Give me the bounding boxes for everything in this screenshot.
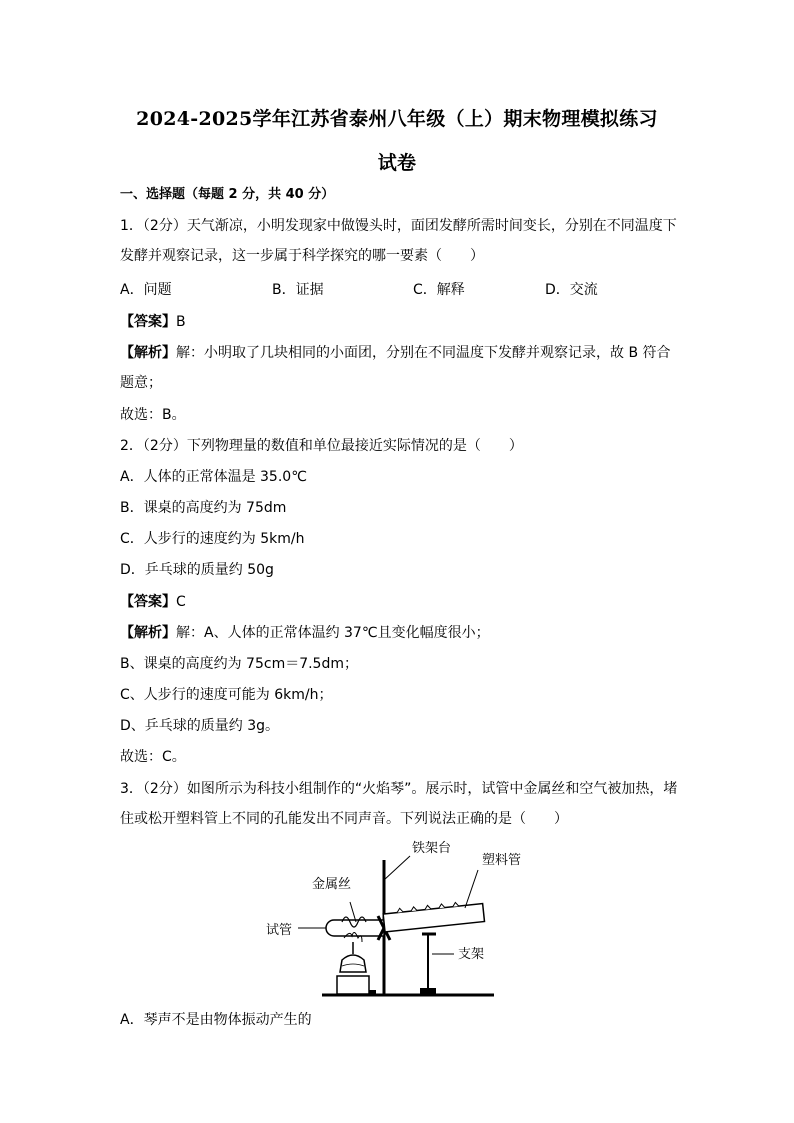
question-1-stem-continued: 发酵并观察记录，这一步属于科学探究的哪一要素（ ） bbox=[120, 248, 484, 264]
question-2-analysis-d: D、乒乓球的质量约 3g。 bbox=[120, 718, 280, 734]
question-1-option-d: D．交流 bbox=[545, 282, 598, 298]
alcohol-lamp bbox=[340, 955, 366, 972]
stand-label: 铁架台 bbox=[412, 841, 452, 856]
question-2-conclusion: 故选：C。 bbox=[120, 749, 186, 765]
question-1-conclusion: 故选：B。 bbox=[120, 407, 186, 423]
page-title: 2024-2025学年江苏省泰州八年级（上）期末物理模拟练习 bbox=[136, 108, 658, 130]
answer-tag: 【答案】 bbox=[120, 594, 176, 610]
question-2-analysis-b: B、课桌的高度约为 75cm＝7.5dm； bbox=[120, 656, 358, 672]
test-tube bbox=[326, 920, 384, 936]
plastic-tube-label: 塑料管 bbox=[482, 853, 522, 868]
question-1-analysis-continued: 题意； bbox=[120, 375, 162, 391]
answer-tag: 【答案】 bbox=[120, 314, 176, 330]
question-1-analysis bbox=[120, 344, 671, 362]
wire-leader bbox=[350, 902, 356, 922]
plastic-tube-leader bbox=[465, 870, 478, 908]
plastic-tube bbox=[383, 904, 484, 932]
metal-wire-label: 金属丝 bbox=[312, 877, 352, 892]
question-2-option-a: A．人体的正常体温是 35.0℃ bbox=[120, 469, 307, 485]
question-2-stem: 2．（2分）下列物理量的数值和单位最接近实际情况的是（ ） bbox=[120, 438, 523, 454]
section-heading: 一、选择题（每题 2 分，共 40 分） bbox=[120, 187, 335, 202]
answer-value: C bbox=[176, 594, 186, 610]
lamp-block bbox=[337, 976, 369, 994]
answer-value: B bbox=[176, 314, 186, 330]
question-2-answer bbox=[120, 593, 186, 611]
question-1-option-b: B．证据 bbox=[272, 282, 324, 298]
question-2-option-b: B．课桌的高度约为 75dm bbox=[120, 500, 287, 516]
question-3-stem: 3．（2分）如图所示为科技小组制作的“火焰琴”。展示时，试管中金属丝和空气被加热，堵 bbox=[120, 781, 678, 797]
analysis-tag: 【解析】 bbox=[120, 345, 176, 361]
question-2-analysis-c: C、人步行的速度可能为 6km/h； bbox=[120, 687, 333, 703]
analysis-text: 解：小明取了几块相同的小面团，分别在不同温度下发酵并观察记录，故 B 符合 bbox=[176, 345, 671, 361]
question-2-analysis bbox=[120, 624, 490, 642]
question-1-answer bbox=[120, 313, 186, 331]
question-1-stem: 1．（2分）天气渐凉，小明发现家中做馒头时，面团发酵所需时间变长，分别在不同温度下 bbox=[120, 218, 677, 234]
question-3-option-a: A．琴声不是由物体振动产生的 bbox=[120, 1012, 312, 1028]
flame-organ-figure bbox=[260, 830, 530, 1000]
analysis-tag: 【解析】 bbox=[120, 625, 176, 641]
support-foot bbox=[420, 988, 436, 994]
question-3-stem-continued: 住或松开塑料管上不同的孔能发出不同声音。下列说法正确的是（ ） bbox=[120, 811, 568, 827]
stand-leader bbox=[384, 856, 410, 880]
analysis-text: 解：A、人体的正常体温约 37℃且变化幅度很小； bbox=[176, 625, 490, 641]
support-label: 支架 bbox=[458, 947, 485, 962]
question-2-option-d: D．乒乓球的质量约 50g bbox=[120, 562, 274, 578]
question-2-option-c: C．人步行的速度约为 5km/h bbox=[120, 531, 305, 547]
test-tube-label: 试管 bbox=[266, 923, 293, 938]
question-1-option-c: C．解释 bbox=[413, 282, 465, 298]
page-title-continued: 试卷 bbox=[377, 152, 417, 174]
question-1-option-a: A．问题 bbox=[120, 282, 172, 298]
